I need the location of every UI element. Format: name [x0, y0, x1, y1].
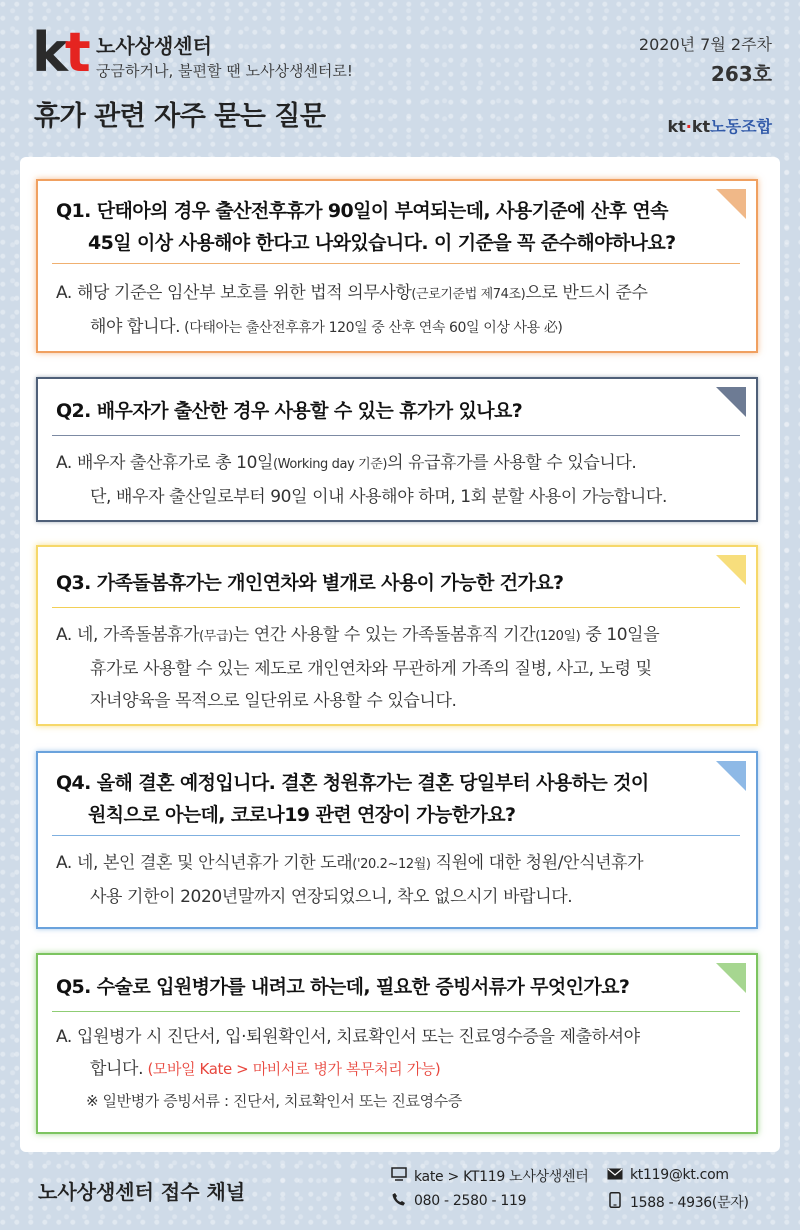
answer-2: A. 배우자 출산휴가로 총 10일(Working day 기준)의 유급휴가를 사용할 수 있습니다. 단, 배우자 출산일로부터 90일 이내 사용해야 하며, 1회 분할 사용이 가능합니다. [56, 453, 667, 507]
page-title: 휴가 관련 자주 묻는 질문 [34, 101, 326, 132]
question-1: Q1. 단태아의 경우 출산전후휴가 90일이 부여되는데, 사용기준에 산후 연속 45일 이상 사용해야 한다고 나와있습니다. 이 기준을 꼭 준수해야하나요? [56, 200, 676, 254]
question-3: Q3. 가족돌봄휴가는 개인연차와 별개로 사용이 가능한 건가요? [56, 572, 564, 594]
mail-icon [604, 1166, 626, 1184]
faq-card-2 [36, 377, 758, 522]
kt-logo: kt [32, 21, 88, 84]
channel-sms: 1588 - 4936(문자) [604, 1192, 749, 1212]
mobile-note: (모바일 Kate > 마비서로 병가 복무처리 가능) [143, 1060, 441, 1078]
divider [52, 435, 740, 436]
monitor-icon [388, 1167, 410, 1185]
footer [20, 1160, 780, 1216]
channel-email: kt119@kt.com [604, 1166, 729, 1184]
channel-phone: 080 - 2580 - 119 [388, 1192, 526, 1210]
faq-card-3 [36, 545, 758, 726]
answer-3: A. 네, 가족돌봄휴가(무급)는 연간 사용할 수 있는 가족돌봄휴직 기간(120일) 중 10일을 휴가로 사용할 수 있는 제도로 개인연차와 무관하게 가족의 질병, 사고, 노령 및 자녀양육을 목적으로 일단위로 사용할 수 있습니다. [56, 625, 660, 711]
tagline: 궁금하거나, 불편할 땐 노사상생센터로! [96, 62, 353, 80]
divider [52, 607, 740, 608]
divider [52, 263, 740, 264]
footer-title: 노사상생센터 접수 채널 [38, 1180, 246, 1204]
union-logo: kt·kt노동조합 [667, 117, 772, 136]
mobile-icon [604, 1192, 626, 1212]
channel-kate: kate > KT119 노사상생센터 [388, 1166, 588, 1186]
note: ※ 일반병가 증빙서류 : 진단서, 치료확인서 또는 진료영수증 [86, 1092, 462, 1110]
answer-1: A. 해당 기준은 임산부 보호를 위한 법적 의무사항(근로기준법 제74조)으로 반드시 준수 해야 합니다. (다태아는 출산전후휴가 120일 중 산후 연속 60일 이상 사용 必) [56, 283, 648, 337]
issue-date: 2020년 7월 2주차 [638, 35, 772, 54]
center-name: 노사상생센터 [96, 34, 212, 58]
divider [52, 835, 740, 836]
question-2: Q2. 배우자가 출산한 경우 사용할 수 있는 휴가가 있나요? [56, 400, 523, 422]
question-4: Q4. 올해 결혼 예정입니다. 결혼 청원휴가는 결혼 당일부터 사용하는 것이 원칙으로 아는데, 코로나19 관련 연장이 가능한가요? [56, 772, 649, 826]
issue-number: 263호 [710, 62, 772, 86]
faq-card-5 [36, 953, 758, 1134]
phone-icon [388, 1192, 410, 1210]
faq-card-1 [36, 179, 758, 353]
faq-card-4 [36, 751, 758, 929]
header [0, 0, 800, 150]
answer-5: A. 입원병가 시 진단서, 입·퇴원확인서, 치료확인서 또는 진료영수증을 제출하셔야 합니다. (모바일 Kate > 마비서로 병가 복무처리 가능) ※ 일반병가 증빙서류 : 진단서, 치료확인서 또는 진료영수증 [56, 1021, 732, 1117]
divider [52, 1011, 740, 1012]
question-5: Q5. 수술로 입원병가를 내려고 하는데, 필요한 증빙서류가 무엇인가요? [56, 976, 630, 998]
answer-4: A. 네, 본인 결혼 및 안식년휴가 기한 도래('20.2~12월) 직원에 대한 청원/안식년휴가 사용 기한이 2020년말까지 연장되었으니, 착오 없으시기 바랍니다. [56, 853, 644, 907]
